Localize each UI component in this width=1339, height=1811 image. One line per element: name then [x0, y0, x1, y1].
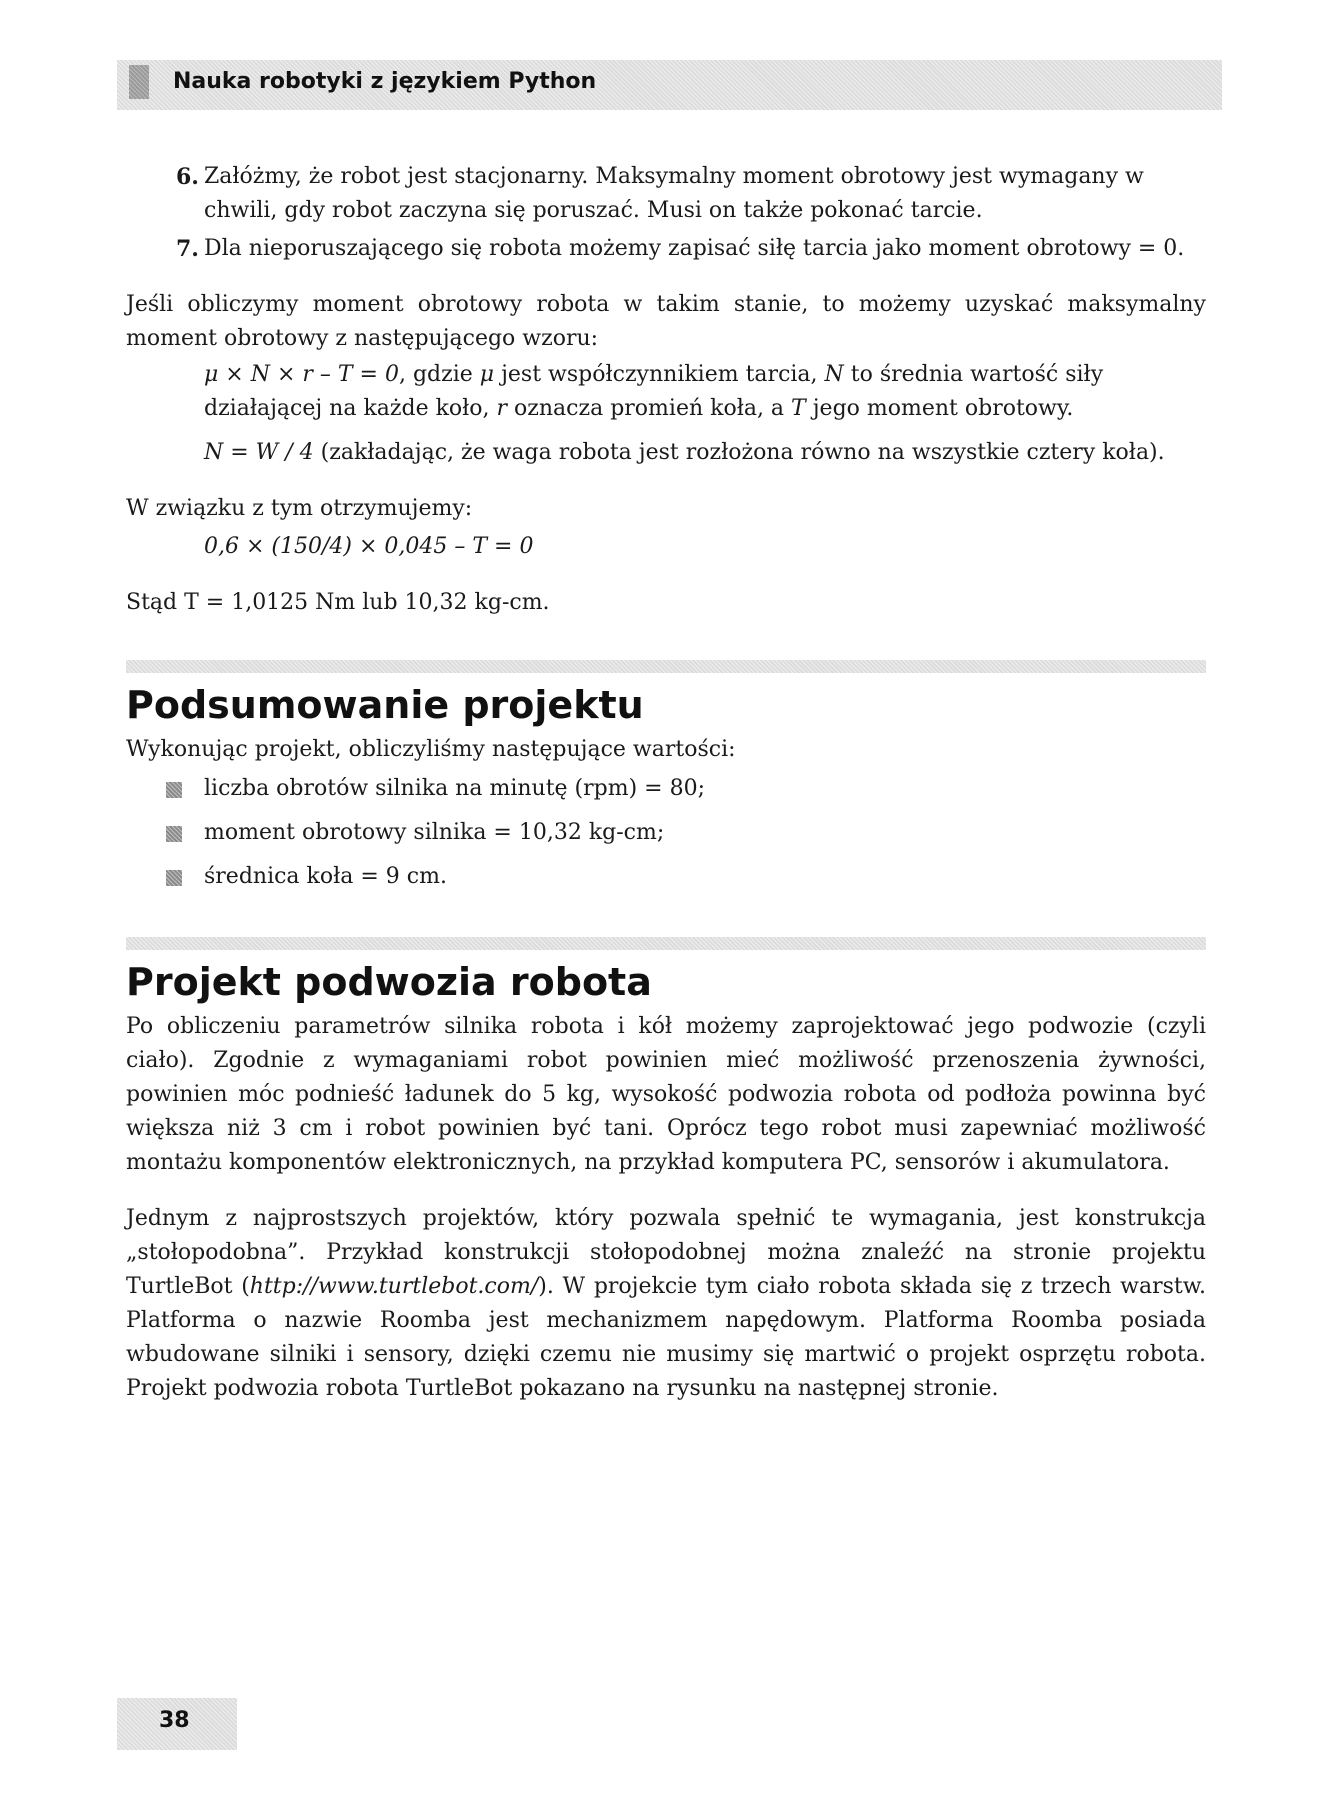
bullet-icon: [166, 782, 182, 798]
section-divider: [126, 937, 1206, 950]
formula-equation: μ × N × r – T = 0: [204, 362, 399, 387]
formula-calculation: 0,6 × (150/4) × 0,045 – T = 0: [204, 534, 534, 559]
list-item: [126, 232, 1206, 266]
list-number: 7.: [176, 236, 199, 262]
paragraph-torque: Jeśli obliczymy moment obrotowy robota w takim stanie, to możemy uzyskać maksymalny moment obrotowy z następującego wzoru:: [126, 292, 1206, 351]
formula-friction: μ × N × r – T = 0, gdzie μ jest współczynnikiem tarcia, N to średnia wartość siły działającej na każde koło, r oznacza promień koła, a T jego moment obrotowy.: [204, 362, 1104, 421]
summary-list: [126, 767, 1206, 899]
list-text: Dla nieporuszającego się robota możemy zapisać siłę tarcia jako moment obrotowy = 0.: [204, 236, 1185, 261]
list-item: liczba obrotów silnika na minutę (rpm) = 80;: [126, 767, 1206, 811]
chassis-paragraph-2: Jednym z najprostszych projektów, który pozwala spełnić te wymagania, jest konstrukcja „stołopodobna”. Przykład konstrukcji stołopodobnej można znaleźć na stronie projektu TurtleBot (http://www.turtlebot.com/). W projekcie tym ciało robota składa się z trzech warstw. Platforma o nazwie Roomba jest mechanizmem napędowym. Platforma Roomba posiada wbudowane silniki i sensory, dzięki czemu nie musimy się martwić o projekt osprzętu robota. Projekt podwozia robota TurtleBot pokazano na rysunku na następnej stronie.: [126, 1206, 1206, 1401]
paragraph-result-intro: W związku z tym otrzymujemy:: [126, 496, 473, 521]
heading-chassis: Projekt podwozia robota: [126, 960, 652, 1004]
page-folio: [117, 1698, 237, 1750]
header-marker: [129, 65, 149, 99]
formula-normal-force: N = W / 4 (zakładając, że waga robota jest rozłożona równo na wszystkie cztery koła).: [204, 440, 1165, 465]
numbered-list: [126, 160, 1206, 266]
turtlebot-url: http://www.turtlebot.com/: [249, 1274, 539, 1299]
bullet-icon: [166, 826, 182, 842]
page-number: 38: [159, 1708, 190, 1733]
formula-equation: N = W / 4: [204, 440, 314, 465]
heading-summary: Podsumowanie projektu: [126, 683, 644, 727]
bullet-icon: [166, 870, 182, 886]
paragraph-result: Stąd T = 1,0125 Nm lub 10,32 kg-cm.: [126, 590, 550, 615]
list-item: moment obrotowy silnika = 10,32 kg-cm;: [126, 811, 1206, 855]
section-divider: [126, 660, 1206, 673]
list-item: [126, 160, 1206, 228]
list-item: średnica koła = 9 cm.: [126, 855, 1206, 899]
summary-intro: Wykonując projekt, obliczyliśmy następujące wartości:: [126, 737, 736, 762]
list-text: Załóżmy, że robot jest stacjonarny. Maksymalny moment obrotowy jest wymagany w chwili, gdy robot zaczyna się poruszać. Musi on także pokonać tarcie.: [204, 164, 1144, 223]
running-header: [117, 60, 1222, 110]
running-title: Nauka robotyki z językiem Python: [173, 69, 597, 94]
page-content: [126, 160, 1206, 1406]
chassis-paragraph-1: Po obliczeniu parametrów silnika robota i kół możemy zaprojektować jego podwozie (czyli ciało). Zgodnie z wymaganiami robot powinien mieć możliwość przenoszenia żywności, powinien móc podnieść ładunek do 5 kg, wysokość podwozia robota od podłoża powinna być większa niż 3 cm i robot powinien być tani. Oprócz tego robot musi zapewniać możliwość montażu komponentów elektronicznych, na przykład komputera PC, sensorów i akumulatora.: [126, 1014, 1206, 1175]
list-number: 6.: [176, 164, 199, 190]
